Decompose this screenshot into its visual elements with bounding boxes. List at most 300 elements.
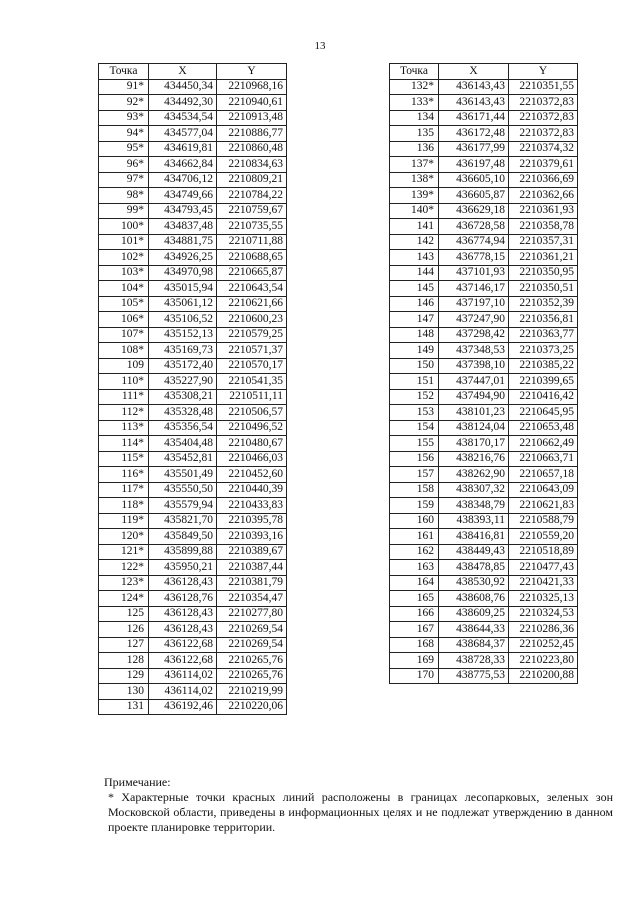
table-row (390, 637, 578, 653)
cell-y: 2210559,20 (509, 529, 578, 545)
cell-x: 435308,21 (149, 389, 217, 405)
table-row (390, 343, 578, 359)
column-header-point: Точка (99, 64, 149, 80)
cell-point: 96* (99, 157, 149, 173)
cell-x: 434749,66 (149, 188, 217, 204)
cell-point: 130 (99, 684, 149, 700)
cell-y: 2210357,31 (509, 234, 578, 250)
cell-point: 111* (99, 389, 149, 405)
table-row (390, 157, 578, 173)
cell-x: 437247,90 (439, 312, 509, 328)
cell-x: 435061,12 (149, 296, 217, 312)
cell-y: 2210711,88 (217, 234, 287, 250)
cell-point: 169 (390, 653, 439, 669)
cell-y: 2210688,65 (217, 250, 287, 266)
cell-point: 132* (390, 79, 439, 95)
table-row (99, 172, 287, 188)
cell-point: 97* (99, 172, 149, 188)
cell-y: 2210324,53 (509, 606, 578, 622)
table-row (390, 482, 578, 498)
cell-x: 438262,90 (439, 467, 509, 483)
cell-y: 2210913,48 (217, 110, 287, 126)
cell-y: 2210643,09 (509, 482, 578, 498)
cell-point: 95* (99, 141, 149, 157)
cell-point: 167 (390, 622, 439, 638)
column-header-y: Y (217, 64, 287, 80)
cell-x: 437101,93 (439, 265, 509, 281)
table-header-row (390, 64, 578, 80)
cell-x: 435899,88 (149, 544, 217, 560)
table-row (390, 250, 578, 266)
column-header-point: Точка (390, 64, 439, 80)
cell-x: 436122,68 (149, 637, 217, 653)
cell-point: 160 (390, 513, 439, 529)
cell-point: 120* (99, 529, 149, 545)
cell-x: 434492,30 (149, 95, 217, 111)
cell-point: 105* (99, 296, 149, 312)
cell-point: 156 (390, 451, 439, 467)
cell-x: 435849,50 (149, 529, 217, 545)
cell-y: 2210362,66 (509, 188, 578, 204)
note-text: * Характерные точки красных линий расположены в границах лесопарковых, зеленых зон Московской области, приведены в информационных целях и не подлежат утверждению в данном проекте планировке территории. (108, 790, 613, 834)
table-row (390, 172, 578, 188)
cell-x: 438478,85 (439, 560, 509, 576)
cell-point: 165 (390, 591, 439, 607)
cell-y: 2210361,21 (509, 250, 578, 266)
table-row (99, 653, 287, 669)
table-row (99, 498, 287, 514)
table-row (99, 234, 287, 250)
cell-x: 436605,10 (439, 172, 509, 188)
cell-x: 438775,53 (439, 668, 509, 684)
cell-y: 2210416,42 (509, 389, 578, 405)
table-row (99, 312, 287, 328)
cell-y: 2210886,77 (217, 126, 287, 142)
cell-y: 2210356,81 (509, 312, 578, 328)
cell-y: 2210265,76 (217, 668, 287, 684)
cell-x: 438170,17 (439, 436, 509, 452)
cell-point: 135 (390, 126, 439, 142)
cell-y: 2210518,89 (509, 544, 578, 560)
cell-point: 134 (390, 110, 439, 126)
table-row (390, 281, 578, 297)
cell-x: 436128,43 (149, 622, 217, 638)
table-row (99, 219, 287, 235)
note-title: Примечание: (104, 775, 171, 789)
cell-point: 155 (390, 436, 439, 452)
cell-y: 2210643,54 (217, 281, 287, 297)
cell-point: 103* (99, 265, 149, 281)
table-row (390, 560, 578, 576)
cell-x: 435950,21 (149, 560, 217, 576)
table-row (99, 529, 287, 545)
cell-y: 2210621,83 (509, 498, 578, 514)
cell-x: 438609,25 (439, 606, 509, 622)
table-row (99, 699, 287, 715)
cell-y: 2210480,67 (217, 436, 287, 452)
cell-x: 434926,25 (149, 250, 217, 266)
cell-x: 437447,01 (439, 374, 509, 390)
cell-x: 434450,34 (149, 79, 217, 95)
table-row (99, 188, 287, 204)
cell-y: 2210286,36 (509, 622, 578, 638)
table-row (390, 219, 578, 235)
cell-point: 124* (99, 591, 149, 607)
cell-point: 93* (99, 110, 149, 126)
table-row (99, 405, 287, 421)
table-row (99, 265, 287, 281)
cell-point: 123* (99, 575, 149, 591)
cell-point: 119* (99, 513, 149, 529)
cell-x: 436128,43 (149, 606, 217, 622)
cell-y: 2210219,99 (217, 684, 287, 700)
cell-x: 436122,68 (149, 653, 217, 669)
cell-x: 436128,43 (149, 575, 217, 591)
cell-y: 2210579,25 (217, 327, 287, 343)
cell-point: 104* (99, 281, 149, 297)
cell-point: 114* (99, 436, 149, 452)
table-row (99, 250, 287, 266)
table-row (99, 560, 287, 576)
cell-point: 131 (99, 699, 149, 715)
cell-point: 153 (390, 405, 439, 421)
table-row (99, 327, 287, 343)
table-row (99, 668, 287, 684)
cell-point: 106* (99, 312, 149, 328)
cell-x: 438101,23 (439, 405, 509, 421)
cell-y: 2210834,63 (217, 157, 287, 173)
table-row (99, 358, 287, 374)
cell-x: 435501,49 (149, 467, 217, 483)
table-row (99, 606, 287, 622)
table-row (99, 141, 287, 157)
cell-y: 2210366,69 (509, 172, 578, 188)
cell-point: 136 (390, 141, 439, 157)
cell-x: 438608,76 (439, 591, 509, 607)
cell-y: 2210466,03 (217, 451, 287, 467)
cell-point: 161 (390, 529, 439, 545)
cell-x: 435152,13 (149, 327, 217, 343)
table-row (99, 436, 287, 452)
cell-point: 148 (390, 327, 439, 343)
table-row (390, 203, 578, 219)
table-row (99, 451, 287, 467)
table-row (390, 591, 578, 607)
cell-y: 2210277,80 (217, 606, 287, 622)
cell-x: 435356,54 (149, 420, 217, 436)
cell-point: 110* (99, 374, 149, 390)
cell-y: 2210265,76 (217, 653, 287, 669)
cell-point: 107* (99, 327, 149, 343)
cell-y: 2210600,23 (217, 312, 287, 328)
cell-y: 2210645,95 (509, 405, 578, 421)
cell-x: 436192,46 (149, 699, 217, 715)
table-row (99, 110, 287, 126)
cell-y: 2210352,39 (509, 296, 578, 312)
table-row (99, 513, 287, 529)
cell-x: 438449,43 (439, 544, 509, 560)
cell-x: 436774,94 (439, 234, 509, 250)
cell-y: 2210325,13 (509, 591, 578, 607)
table-row (99, 343, 287, 359)
cell-y: 2210373,25 (509, 343, 578, 359)
cell-point: 127 (99, 637, 149, 653)
table-row (99, 126, 287, 142)
cell-y: 2210657,18 (509, 467, 578, 483)
table-row (390, 451, 578, 467)
table-row (390, 544, 578, 560)
table-row (390, 296, 578, 312)
cell-x: 435106,52 (149, 312, 217, 328)
cell-point: 157 (390, 467, 439, 483)
cell-y: 2210381,79 (217, 575, 287, 591)
table-row (99, 684, 287, 700)
cell-point: 145 (390, 281, 439, 297)
cell-x: 437494,90 (439, 389, 509, 405)
table-row (99, 203, 287, 219)
cell-y: 2210372,83 (509, 126, 578, 142)
cell-y: 2210379,61 (509, 157, 578, 173)
cell-y: 2210399,65 (509, 374, 578, 390)
table-row (390, 575, 578, 591)
table-row (99, 281, 287, 297)
cell-x: 436728,58 (439, 219, 509, 235)
cell-y: 2210269,54 (217, 637, 287, 653)
table-row (99, 389, 287, 405)
cell-point: 140* (390, 203, 439, 219)
cell-y: 2210421,33 (509, 575, 578, 591)
cell-point: 137* (390, 157, 439, 173)
cell-point: 138* (390, 172, 439, 188)
cell-x: 435579,94 (149, 498, 217, 514)
cell-point: 100* (99, 219, 149, 235)
cell-x: 438124,04 (439, 420, 509, 436)
cell-point: 113* (99, 420, 149, 436)
cell-y: 2210506,57 (217, 405, 287, 421)
table-row (390, 234, 578, 250)
cell-y: 2210220,06 (217, 699, 287, 715)
table-row (390, 436, 578, 452)
cell-x: 436143,43 (439, 79, 509, 95)
cell-y: 2210735,55 (217, 219, 287, 235)
table-row (390, 95, 578, 111)
cell-point: 152 (390, 389, 439, 405)
table-row (390, 653, 578, 669)
cell-y: 2210358,78 (509, 219, 578, 235)
cell-point: 98* (99, 188, 149, 204)
cell-x: 436114,02 (149, 684, 217, 700)
cell-x: 434619,81 (149, 141, 217, 157)
cell-x: 436629,18 (439, 203, 509, 219)
table-row (390, 622, 578, 638)
cell-x: 436128,76 (149, 591, 217, 607)
cell-x: 437298,42 (439, 327, 509, 343)
table-row (99, 95, 287, 111)
cell-y: 2210860,48 (217, 141, 287, 157)
cell-y: 2210496,52 (217, 420, 287, 436)
table-row (390, 358, 578, 374)
cell-point: 151 (390, 374, 439, 390)
cell-y: 2210665,87 (217, 265, 287, 281)
cell-x: 436605,87 (439, 188, 509, 204)
cell-point: 166 (390, 606, 439, 622)
cell-point: 115* (99, 451, 149, 467)
cell-x: 434881,75 (149, 234, 217, 250)
table-row (390, 141, 578, 157)
cell-y: 2210511,11 (217, 389, 287, 405)
cell-x: 434837,48 (149, 219, 217, 235)
cell-x: 435404,48 (149, 436, 217, 452)
table-row (390, 529, 578, 545)
cell-x: 437398,10 (439, 358, 509, 374)
table-row (390, 110, 578, 126)
cell-y: 2210223,80 (509, 653, 578, 669)
cell-point: 149 (390, 343, 439, 359)
cell-y: 2210350,95 (509, 265, 578, 281)
cell-y: 2210200,88 (509, 668, 578, 684)
coordinates-table-left (98, 63, 287, 715)
cell-y: 2210363,77 (509, 327, 578, 343)
cell-point: 118* (99, 498, 149, 514)
cell-y: 2210452,60 (217, 467, 287, 483)
cell-x: 438307,32 (439, 482, 509, 498)
cell-x: 436778,15 (439, 250, 509, 266)
cell-y: 2210269,54 (217, 622, 287, 638)
cell-y: 2210477,43 (509, 560, 578, 576)
cell-x: 435169,73 (149, 343, 217, 359)
cell-x: 437146,17 (439, 281, 509, 297)
table-row (390, 312, 578, 328)
cell-y: 2210968,16 (217, 79, 287, 95)
cell-y: 2210350,51 (509, 281, 578, 297)
cell-y: 2210372,83 (509, 110, 578, 126)
cell-x: 437197,10 (439, 296, 509, 312)
cell-x: 435172,40 (149, 358, 217, 374)
table-row (99, 467, 287, 483)
cell-y: 2210354,47 (217, 591, 287, 607)
column-header-x: X (149, 64, 217, 80)
table-row (390, 126, 578, 142)
table-row (390, 265, 578, 281)
page-number: 13 (314, 40, 326, 52)
table-row (99, 622, 287, 638)
cell-x: 434577,04 (149, 126, 217, 142)
cell-point: 144 (390, 265, 439, 281)
column-header-y: Y (509, 64, 578, 80)
cell-x: 438684,37 (439, 637, 509, 653)
cell-point: 121* (99, 544, 149, 560)
table-row (390, 498, 578, 514)
footnote (98, 775, 613, 835)
cell-point: 170 (390, 668, 439, 684)
cell-x: 434534,54 (149, 110, 217, 126)
column-header-x: X (439, 64, 509, 80)
cell-x: 435328,48 (149, 405, 217, 421)
cell-x: 435550,50 (149, 482, 217, 498)
cell-x: 436171,44 (439, 110, 509, 126)
table-row (390, 327, 578, 343)
table-row (99, 482, 287, 498)
cell-x: 434662,84 (149, 157, 217, 173)
cell-y: 2210393,16 (217, 529, 287, 545)
cell-x: 437348,53 (439, 343, 509, 359)
cell-point: 162 (390, 544, 439, 560)
cell-point: 141 (390, 219, 439, 235)
table-row (390, 374, 578, 390)
cell-x: 436197,48 (439, 157, 509, 173)
table-row (390, 668, 578, 684)
cell-point: 91* (99, 79, 149, 95)
cell-point: 101* (99, 234, 149, 250)
table-row (99, 157, 287, 173)
table-row (390, 513, 578, 529)
cell-point: 143 (390, 250, 439, 266)
table-row (99, 591, 287, 607)
cell-x: 434793,45 (149, 203, 217, 219)
cell-point: 159 (390, 498, 439, 514)
cell-point: 112* (99, 405, 149, 421)
cell-x: 438416,81 (439, 529, 509, 545)
cell-y: 2210372,83 (509, 95, 578, 111)
cell-y: 2210621,66 (217, 296, 287, 312)
table-row (390, 405, 578, 421)
cell-point: 147 (390, 312, 439, 328)
table-row (99, 296, 287, 312)
cell-point: 102* (99, 250, 149, 266)
table-row (99, 374, 287, 390)
table-row (390, 467, 578, 483)
cell-y: 2210663,71 (509, 451, 578, 467)
cell-point: 163 (390, 560, 439, 576)
cell-y: 2210759,67 (217, 203, 287, 219)
cell-point: 139* (390, 188, 439, 204)
cell-y: 2210940,61 (217, 95, 287, 111)
cell-point: 150 (390, 358, 439, 374)
cell-point: 164 (390, 575, 439, 591)
table-row (99, 544, 287, 560)
cell-point: 128 (99, 653, 149, 669)
cell-x: 434706,12 (149, 172, 217, 188)
cell-x: 435452,81 (149, 451, 217, 467)
cell-y: 2210571,37 (217, 343, 287, 359)
cell-y: 2210252,45 (509, 637, 578, 653)
cell-point: 129 (99, 668, 149, 684)
cell-point: 125 (99, 606, 149, 622)
cell-point: 126 (99, 622, 149, 638)
table-row (390, 606, 578, 622)
cell-y: 2210433,83 (217, 498, 287, 514)
cell-point: 92* (99, 95, 149, 111)
cell-point: 94* (99, 126, 149, 142)
cell-y: 2210389,67 (217, 544, 287, 560)
cell-point: 108* (99, 343, 149, 359)
cell-x: 438728,33 (439, 653, 509, 669)
cell-y: 2210541,35 (217, 374, 287, 390)
cell-y: 2210809,21 (217, 172, 287, 188)
cell-y: 2210784,22 (217, 188, 287, 204)
table-row (390, 188, 578, 204)
cell-point: 117* (99, 482, 149, 498)
cell-x: 436177,99 (439, 141, 509, 157)
coordinates-table-right (389, 63, 578, 684)
cell-point: 99* (99, 203, 149, 219)
cell-point: 109 (99, 358, 149, 374)
cell-y: 2210662,49 (509, 436, 578, 452)
table-row (99, 420, 287, 436)
cell-point: 142 (390, 234, 439, 250)
cell-x: 438644,33 (439, 622, 509, 638)
cell-x: 435821,70 (149, 513, 217, 529)
